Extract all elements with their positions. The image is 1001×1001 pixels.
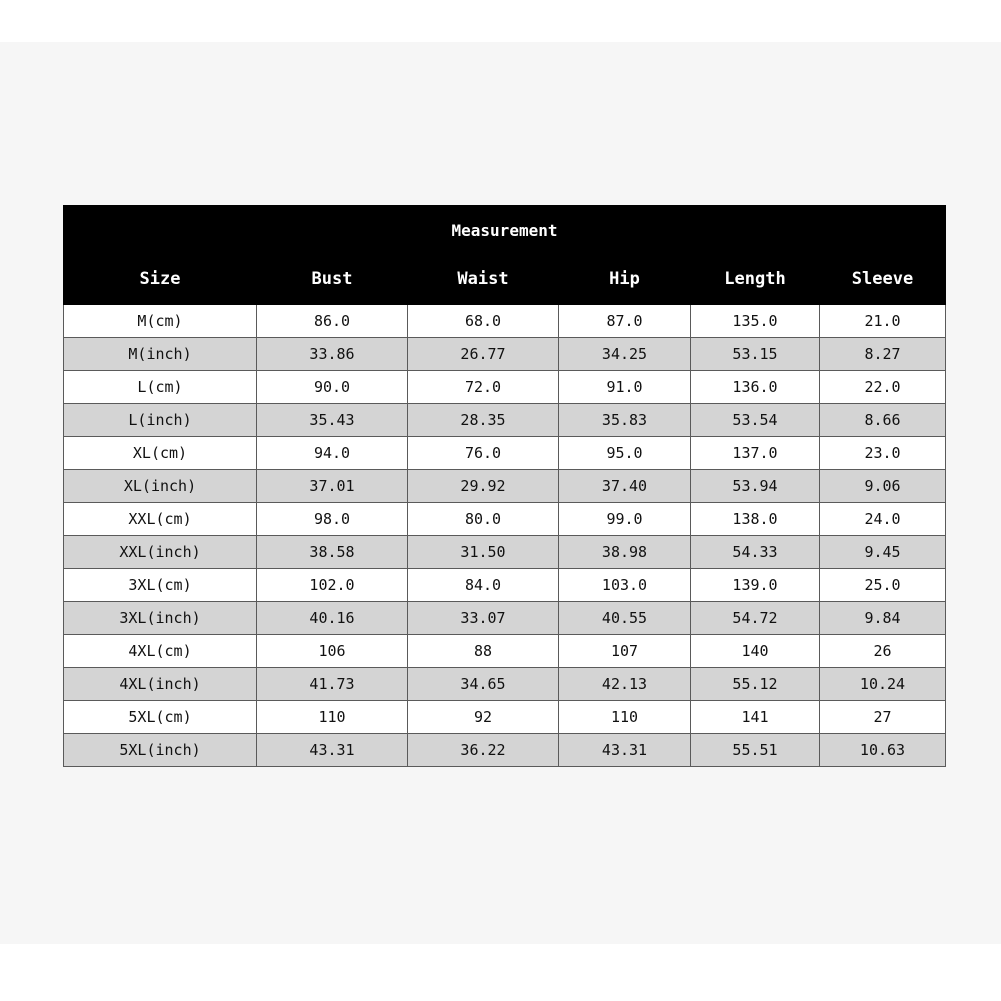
table-row	[64, 668, 946, 701]
cell-waist: 34.65	[408, 668, 559, 701]
table-row	[64, 569, 946, 602]
cell-length: 54.33	[691, 536, 820, 569]
column-header-hip: Hip	[559, 253, 691, 305]
cell-hip: 107	[559, 635, 691, 668]
cell-waist: 31.50	[408, 536, 559, 569]
cell-sleeve: 27	[820, 701, 946, 734]
cell-length: 55.12	[691, 668, 820, 701]
cell-hip: 35.83	[559, 404, 691, 437]
cell-bust: 41.73	[257, 668, 408, 701]
cell-size: 4XL(inch)	[64, 668, 257, 701]
cell-length: 53.54	[691, 404, 820, 437]
table-row	[64, 305, 946, 338]
table-row	[64, 734, 946, 767]
cell-length: 135.0	[691, 305, 820, 338]
cell-sleeve: 9.84	[820, 602, 946, 635]
cell-sleeve: 10.63	[820, 734, 946, 767]
cell-waist: 36.22	[408, 734, 559, 767]
cell-waist: 80.0	[408, 503, 559, 536]
cell-length: 136.0	[691, 371, 820, 404]
cell-hip: 38.98	[559, 536, 691, 569]
table-header-row	[64, 253, 946, 305]
cell-bust: 40.16	[257, 602, 408, 635]
cell-length: 54.72	[691, 602, 820, 635]
cell-waist: 92	[408, 701, 559, 734]
cell-bust: 98.0	[257, 503, 408, 536]
cell-length: 137.0	[691, 437, 820, 470]
cell-sleeve: 23.0	[820, 437, 946, 470]
table-row	[64, 437, 946, 470]
cell-sleeve: 8.66	[820, 404, 946, 437]
cell-hip: 103.0	[559, 569, 691, 602]
cell-size: L(cm)	[64, 371, 257, 404]
table-title-row	[64, 206, 946, 253]
cell-sleeve: 10.24	[820, 668, 946, 701]
cell-waist: 84.0	[408, 569, 559, 602]
cell-waist: 68.0	[408, 305, 559, 338]
cell-waist: 88	[408, 635, 559, 668]
cell-length: 139.0	[691, 569, 820, 602]
cell-hip: 34.25	[559, 338, 691, 371]
cell-sleeve: 25.0	[820, 569, 946, 602]
cell-sleeve: 21.0	[820, 305, 946, 338]
table-row	[64, 503, 946, 536]
cell-size: 5XL(inch)	[64, 734, 257, 767]
cell-hip: 99.0	[559, 503, 691, 536]
cell-length: 55.51	[691, 734, 820, 767]
cell-length: 141	[691, 701, 820, 734]
column-header-length: Length	[691, 253, 820, 305]
cell-bust: 43.31	[257, 734, 408, 767]
table-row	[64, 602, 946, 635]
cell-length: 53.94	[691, 470, 820, 503]
cell-size: L(inch)	[64, 404, 257, 437]
cell-waist: 76.0	[408, 437, 559, 470]
cell-bust: 90.0	[257, 371, 408, 404]
cell-hip: 110	[559, 701, 691, 734]
cell-hip: 37.40	[559, 470, 691, 503]
column-header-size: Size	[64, 253, 257, 305]
cell-bust: 110	[257, 701, 408, 734]
cell-size: M(inch)	[64, 338, 257, 371]
cell-hip: 40.55	[559, 602, 691, 635]
size-chart-table	[63, 205, 946, 767]
cell-bust: 38.58	[257, 536, 408, 569]
cell-length: 53.15	[691, 338, 820, 371]
cell-size: XL(cm)	[64, 437, 257, 470]
cell-hip: 42.13	[559, 668, 691, 701]
cell-hip: 87.0	[559, 305, 691, 338]
cell-size: XXL(inch)	[64, 536, 257, 569]
table-row	[64, 470, 946, 503]
cell-size: 5XL(cm)	[64, 701, 257, 734]
table-title: Measurement	[64, 206, 946, 253]
cell-bust: 86.0	[257, 305, 408, 338]
cell-size: 4XL(cm)	[64, 635, 257, 668]
cell-hip: 95.0	[559, 437, 691, 470]
cell-sleeve: 9.45	[820, 536, 946, 569]
table-row	[64, 404, 946, 437]
table-row	[64, 701, 946, 734]
cell-sleeve: 26	[820, 635, 946, 668]
cell-waist: 72.0	[408, 371, 559, 404]
cell-size: 3XL(cm)	[64, 569, 257, 602]
cell-size: 3XL(inch)	[64, 602, 257, 635]
cell-waist: 29.92	[408, 470, 559, 503]
column-header-bust: Bust	[257, 253, 408, 305]
table-body	[64, 305, 946, 767]
column-header-sleeve: Sleeve	[820, 253, 946, 305]
cell-bust: 35.43	[257, 404, 408, 437]
cell-size: M(cm)	[64, 305, 257, 338]
cell-hip: 91.0	[559, 371, 691, 404]
cell-sleeve: 9.06	[820, 470, 946, 503]
cell-length: 138.0	[691, 503, 820, 536]
cell-bust: 33.86	[257, 338, 408, 371]
cell-bust: 37.01	[257, 470, 408, 503]
cell-bust: 106	[257, 635, 408, 668]
cell-size: XXL(cm)	[64, 503, 257, 536]
cell-waist: 26.77	[408, 338, 559, 371]
table-row	[64, 635, 946, 668]
table-row	[64, 371, 946, 404]
cell-waist: 33.07	[408, 602, 559, 635]
cell-sleeve: 8.27	[820, 338, 946, 371]
cell-size: XL(inch)	[64, 470, 257, 503]
cell-length: 140	[691, 635, 820, 668]
cell-sleeve: 24.0	[820, 503, 946, 536]
cell-waist: 28.35	[408, 404, 559, 437]
cell-bust: 94.0	[257, 437, 408, 470]
cell-bust: 102.0	[257, 569, 408, 602]
cell-hip: 43.31	[559, 734, 691, 767]
cell-sleeve: 22.0	[820, 371, 946, 404]
table-row	[64, 536, 946, 569]
table-row	[64, 338, 946, 371]
column-header-waist: Waist	[408, 253, 559, 305]
